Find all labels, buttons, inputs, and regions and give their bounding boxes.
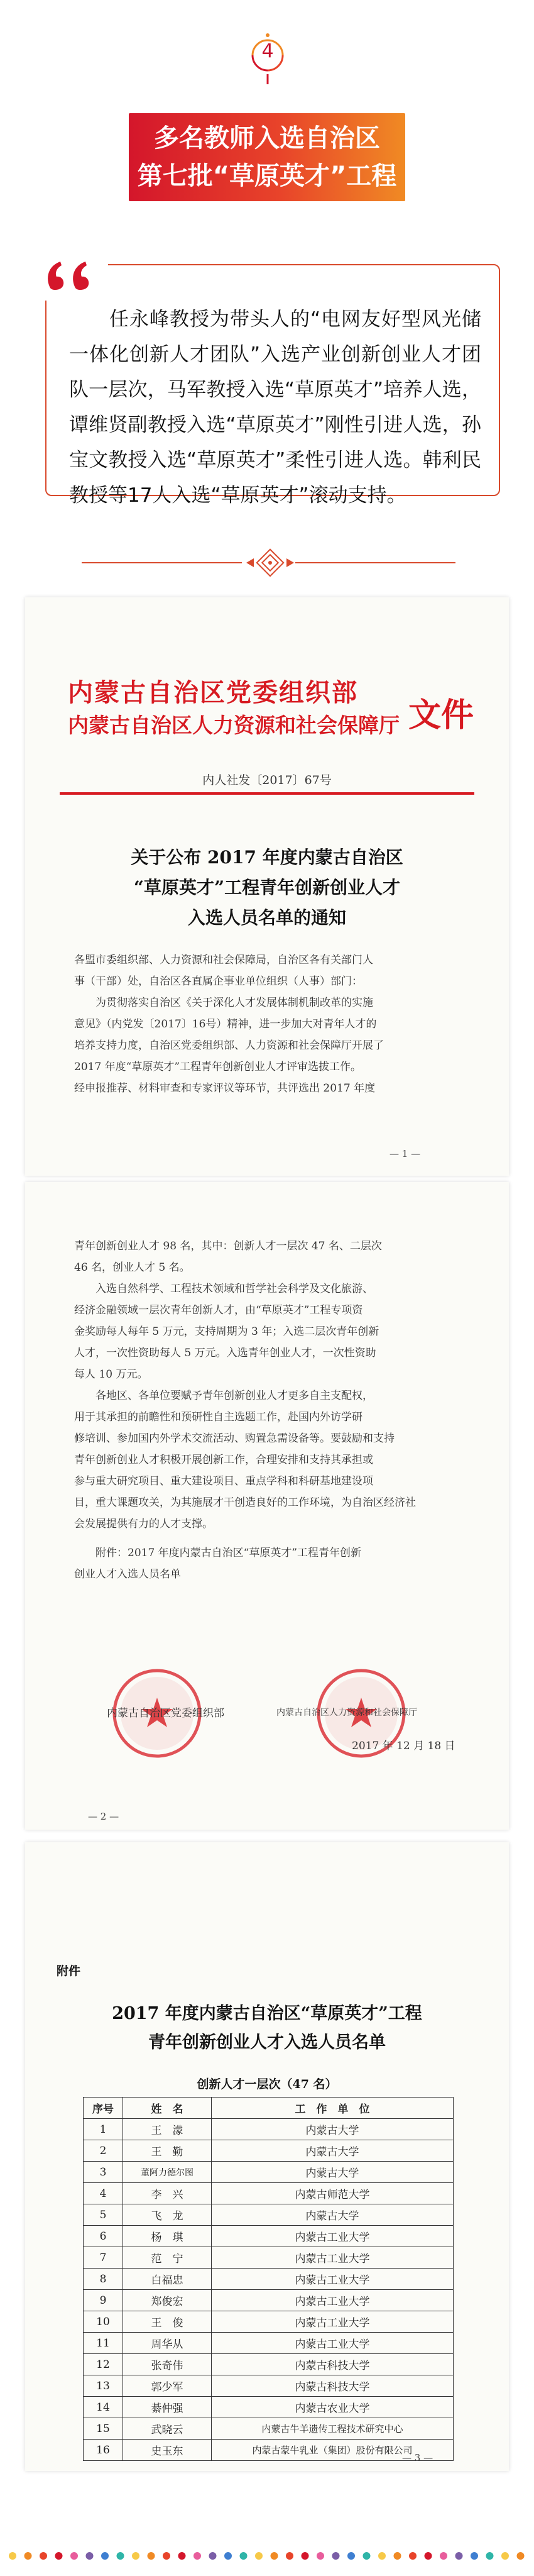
decorative-dot — [224, 2552, 232, 2560]
decorative-dot — [271, 2552, 278, 2560]
row-name: 綦仲强 — [123, 2397, 212, 2418]
decorative-dot — [25, 2552, 32, 2560]
row-number: 11 — [84, 2333, 123, 2354]
row-number: 2 — [84, 2140, 123, 2162]
body-line: 人才，一次性资助每人 5 万元。入选青年创业人才，一次性资助 — [74, 1347, 376, 1359]
notice-body-2 — [74, 1235, 464, 1585]
decorative-dot — [394, 2552, 401, 2560]
row-name: 杨 琪 — [123, 2226, 212, 2247]
body-line: 入选自然科学、工程技术领域和哲学社会科学及文化旅游、 — [74, 1283, 373, 1295]
body-line: 青年创新创业人才积极开展创新工作，合理安排和支持其承担或 — [74, 1454, 373, 1466]
decorative-dot — [363, 2552, 371, 2560]
decorative-dot — [55, 2552, 63, 2560]
body-line: 经济金融领域一层次青年创新人才，由“草原英才”工程专项资 — [74, 1304, 363, 1317]
table-row — [84, 2440, 454, 2461]
table-row — [84, 2226, 454, 2247]
issue-date: 2017 年 12 月 18 日 — [352, 1740, 455, 1752]
notice-title-line-1: 关于公布 2017 年度内蒙古自治区 — [131, 847, 403, 868]
decorative-dot — [255, 2552, 263, 2560]
divider-line-right — [295, 562, 455, 563]
table-row — [84, 2247, 454, 2269]
quote-mark-icon — [39, 250, 108, 301]
row-number: 12 — [84, 2354, 123, 2375]
list-title — [25, 1999, 509, 2057]
table-row — [84, 2354, 454, 2375]
ornament-divider-icon — [245, 547, 295, 578]
notice-title — [25, 843, 509, 933]
decorative-dot — [148, 2552, 155, 2560]
body-line: 经申报推荐、材料审查和专家评议等环节，共评选出 2017 年度 — [74, 1082, 376, 1095]
page-number-3: — 3 — — [402, 2452, 433, 2463]
row-name: 张奇伟 — [123, 2354, 212, 2375]
row-number: 1 — [84, 2119, 123, 2140]
decorative-dot — [471, 2552, 478, 2560]
summary-text: 任永峰教授为带头人的“电网友好型风光储一体化创新人才团队”入选产业创新创业人才团队一层次，马军教授入选“草原英才”培养人选，谭维贤副教授入选“草原英才”刚性引进人选，孙宝文教授入选“草原英才”柔性引进人选。韩利民教授等17人入选“草原英才”滚动支持。 — [69, 308, 481, 507]
row-name: 武晓云 — [123, 2418, 212, 2440]
row-unit: 内蒙古工业大学 — [212, 2247, 454, 2269]
table-row — [84, 2269, 454, 2290]
issuer-line-2: 内蒙古自治区人力资源和社会保障厅 — [68, 713, 400, 738]
row-number: 8 — [84, 2269, 123, 2290]
table-row — [84, 2290, 454, 2311]
row-name: 李 兴 — [123, 2183, 212, 2204]
headline-banner — [129, 113, 405, 201]
body-line: 2017 年度“草原英才”工程青年创新创业人才评审选拔工作。 — [74, 1061, 362, 1073]
column-header: 工 作 单 位 — [212, 2098, 454, 2119]
decorative-dot — [209, 2552, 217, 2560]
row-name: 史玉东 — [123, 2440, 212, 2461]
headline-line-2: 第七批“草原英才”工程 — [137, 162, 397, 191]
row-unit: 内蒙古蒙牛乳业（集团）股份有限公司 — [212, 2440, 454, 2461]
page-number-2: — 2 — — [88, 1811, 119, 1822]
decorative-dot — [302, 2552, 309, 2560]
body-line: 附件：2017 年度内蒙古自治区“草原英才”工程青年创新 — [74, 1547, 362, 1559]
row-name: 范 宁 — [123, 2247, 212, 2269]
table-row — [84, 2162, 454, 2183]
decorative-dot — [40, 2552, 47, 2560]
body-line: 为贯彻落实自治区《关于深化人才发展体制机制改革的实施 — [74, 997, 373, 1009]
row-number: 15 — [84, 2418, 123, 2440]
row-unit: 内蒙古农业大学 — [212, 2397, 454, 2418]
headline-line-1: 多名教师入选自治区 — [154, 124, 380, 153]
row-number: 16 — [84, 2440, 123, 2461]
issuer-suffix: 文件 — [408, 696, 474, 734]
body-line: 修培训、参加国内外学术交流活动、购置急需设备等。要鼓励和支持 — [74, 1432, 395, 1445]
decorative-dot — [332, 2552, 340, 2560]
table-row — [84, 2333, 454, 2354]
row-number: 6 — [84, 2226, 123, 2247]
body-line: 金奖励每人每年 5 万元，支持周期为 3 年；入选二层次青年创新 — [74, 1325, 379, 1338]
decorative-dots-icon — [0, 2546, 534, 2565]
divider-line-left — [82, 562, 242, 563]
row-name: 白福忠 — [123, 2269, 212, 2290]
row-name: 郭少军 — [123, 2375, 212, 2397]
table-row — [84, 2418, 454, 2440]
body-line: 46 名，创业人才 5 名。 — [74, 1261, 190, 1274]
body-line: 培养支持力度，自治区党委组织部、人力资源和社会保障厅开展了 — [74, 1039, 384, 1052]
row-name: 董阿力德尔图 — [123, 2162, 212, 2183]
row-unit: 内蒙古工业大学 — [212, 2290, 454, 2311]
body-line: 各地区、各单位要赋予青年创新创业人才更多自主支配权， — [74, 1390, 373, 1402]
decorative-dot — [409, 2552, 417, 2560]
row-unit: 内蒙古工业大学 — [212, 2311, 454, 2333]
column-header: 姓 名 — [123, 2098, 212, 2119]
notice-title-line-3: 入选人员名单的通知 — [187, 907, 346, 928]
row-unit: 内蒙古科技大学 — [212, 2375, 454, 2397]
decorative-dot — [9, 2552, 16, 2560]
document-number: 内人社发〔2017〕67号 — [202, 773, 332, 787]
row-unit: 内蒙古科技大学 — [212, 2354, 454, 2375]
notice-title-line-2: “草原英才”工程青年创新创业人才 — [133, 877, 401, 898]
decorative-dot — [455, 2552, 463, 2560]
decorative-dot — [425, 2552, 432, 2560]
table-row — [84, 2183, 454, 2204]
table-row — [84, 2311, 454, 2333]
issuer-line-1: 内蒙古自治区党委组织部 — [68, 678, 358, 707]
table-row — [84, 2119, 454, 2140]
row-unit: 内蒙古大学 — [212, 2140, 454, 2162]
row-name: 王 俊 — [123, 2311, 212, 2333]
row-number: 13 — [84, 2375, 123, 2397]
row-unit: 内蒙古牛羊遗传工程技术研究中心 — [212, 2418, 454, 2440]
table-row — [84, 2375, 454, 2397]
decorative-dot — [178, 2552, 186, 2560]
decorative-dot — [486, 2552, 494, 2560]
body-line: 各盟市委组织部、人力资源和社会保障局，自治区各有关部门人 — [74, 954, 373, 966]
decorative-dot — [347, 2552, 355, 2560]
body-line: 用于其承担的前瞻性和预研性自主选题工作，赴国内外访学研 — [74, 1411, 362, 1423]
list-title-line-1: 2017 年度内蒙古自治区“草原英才”工程 — [112, 2004, 422, 2023]
body-line: 事（干部）处，自治区各直属企事业单位组织（人事）部门： — [74, 975, 362, 988]
row-unit: 内蒙古大学 — [212, 2119, 454, 2140]
column-header: 序号 — [84, 2098, 123, 2119]
signature-left: 内蒙古自治区党委组织部 — [107, 1707, 224, 1720]
decorative-dot — [132, 2552, 139, 2560]
row-name: 王 濛 — [123, 2119, 212, 2140]
body-line: 青年创新创业人才 98 名，其中：创新人才一层次 47 名、二层次 — [74, 1240, 382, 1252]
decorative-dot — [70, 2552, 78, 2560]
issuer-names — [68, 677, 420, 742]
table-header-row — [84, 2098, 454, 2119]
list-title-line-2: 青年创新创业人才入选人员名单 — [148, 2033, 386, 2052]
row-name: 郑俊宏 — [123, 2290, 212, 2311]
decorative-dot — [86, 2552, 94, 2560]
row-unit: 内蒙古工业大学 — [212, 2269, 454, 2290]
decorative-dot — [317, 2552, 324, 2560]
row-number: 10 — [84, 2311, 123, 2333]
decorative-dot — [163, 2552, 170, 2560]
decorative-dot — [440, 2552, 447, 2560]
list-subtitle: 创新人才一层次（47 名） — [197, 2077, 337, 2091]
table-row — [84, 2140, 454, 2162]
row-number: 4 — [84, 2183, 123, 2204]
row-number: 3 — [84, 2162, 123, 2183]
decorative-dot — [517, 2552, 525, 2560]
attachment-label: 附件 — [57, 1964, 81, 1978]
row-unit: 内蒙古工业大学 — [212, 2333, 454, 2354]
body-line: 目，重大课题攻关，为其施展才干创造良好的工作环境，为自治区经济社 — [74, 1496, 416, 1509]
row-number: 14 — [84, 2397, 123, 2418]
body-line: 创业人才入选人员名单 — [74, 1568, 181, 1581]
row-unit: 内蒙古工业大学 — [212, 2226, 454, 2247]
row-unit: 内蒙古大学 — [212, 2204, 454, 2226]
body-line: 每人 10 万元。 — [74, 1368, 148, 1381]
decorative-dot — [286, 2552, 293, 2560]
body-line: 意见》（内党发〔2017〕16号）精神，进一步加大对青年人才的 — [74, 1018, 377, 1031]
row-number: 7 — [84, 2247, 123, 2269]
row-unit: 内蒙古师范大学 — [212, 2183, 454, 2204]
signature-right: 内蒙古自治区人力资源和社会保障厅 — [276, 1708, 417, 1718]
decorative-dot — [193, 2552, 201, 2560]
body-line: 参与重大研究项目、重大建设项目、重点学科和科研基地建设项 — [74, 1475, 373, 1488]
decorative-dot — [240, 2552, 248, 2560]
section-number: 4 — [261, 40, 274, 62]
row-name: 飞 龙 — [123, 2204, 212, 2226]
decorative-dot — [101, 2552, 109, 2560]
row-number: 9 — [84, 2290, 123, 2311]
names-table — [83, 2097, 454, 2461]
decorative-dot — [117, 2552, 124, 2560]
table-row — [84, 2397, 454, 2418]
row-name: 周华从 — [123, 2333, 212, 2354]
page-number-1: — 1 — — [390, 1148, 421, 1159]
notice-body-1 — [74, 949, 464, 1099]
decorative-dot — [501, 2552, 509, 2560]
row-number: 5 — [84, 2204, 123, 2226]
body-line: 会发展提供有力的人才支撑。 — [74, 1518, 213, 1530]
row-name: 王 勤 — [123, 2140, 212, 2162]
red-rule — [60, 792, 474, 795]
table-row — [84, 2204, 454, 2226]
row-unit: 内蒙古大学 — [212, 2162, 454, 2183]
decorative-dot — [378, 2552, 386, 2560]
